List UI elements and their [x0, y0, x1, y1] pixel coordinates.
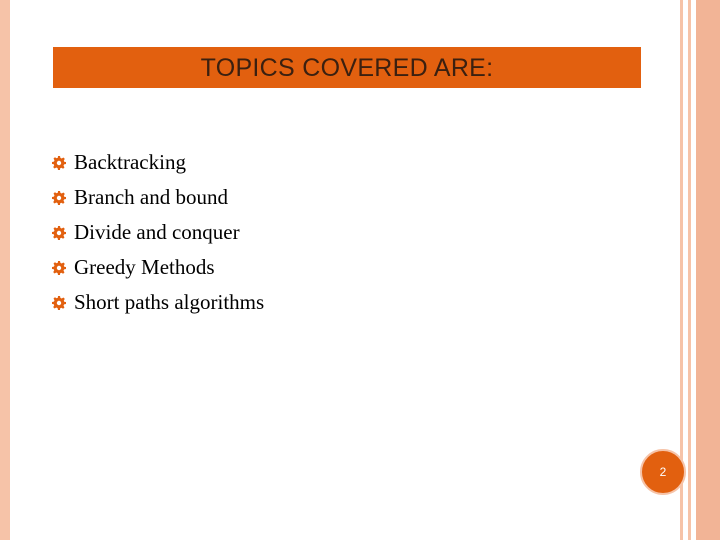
title-bar: [53, 47, 641, 88]
list-item: [52, 180, 264, 215]
right-border-band: [696, 0, 720, 540]
topic-label: Greedy Methods: [74, 255, 215, 279]
topic-label: Branch and bound: [74, 185, 228, 209]
gear-icon: [52, 296, 66, 310]
topic-label: Backtracking: [74, 150, 186, 174]
gear-icon: [52, 261, 66, 275]
left-border-decoration: [0, 0, 10, 540]
list-item: [52, 285, 264, 320]
page-number: 2: [659, 465, 667, 479]
right-border-stripe: [688, 0, 691, 540]
page-number-badge: [640, 449, 686, 495]
slide-title: TOPICS COVERED ARE:: [200, 54, 494, 82]
list-item: [52, 250, 264, 285]
gear-icon: [52, 226, 66, 240]
topics-list: [52, 145, 264, 320]
list-item: [52, 215, 264, 250]
gear-icon: [52, 156, 66, 170]
topic-label: Short paths algorithms: [74, 290, 265, 314]
gear-icon: [52, 191, 66, 205]
list-item: [52, 145, 264, 180]
topic-label: Divide and conquer: [74, 220, 240, 244]
